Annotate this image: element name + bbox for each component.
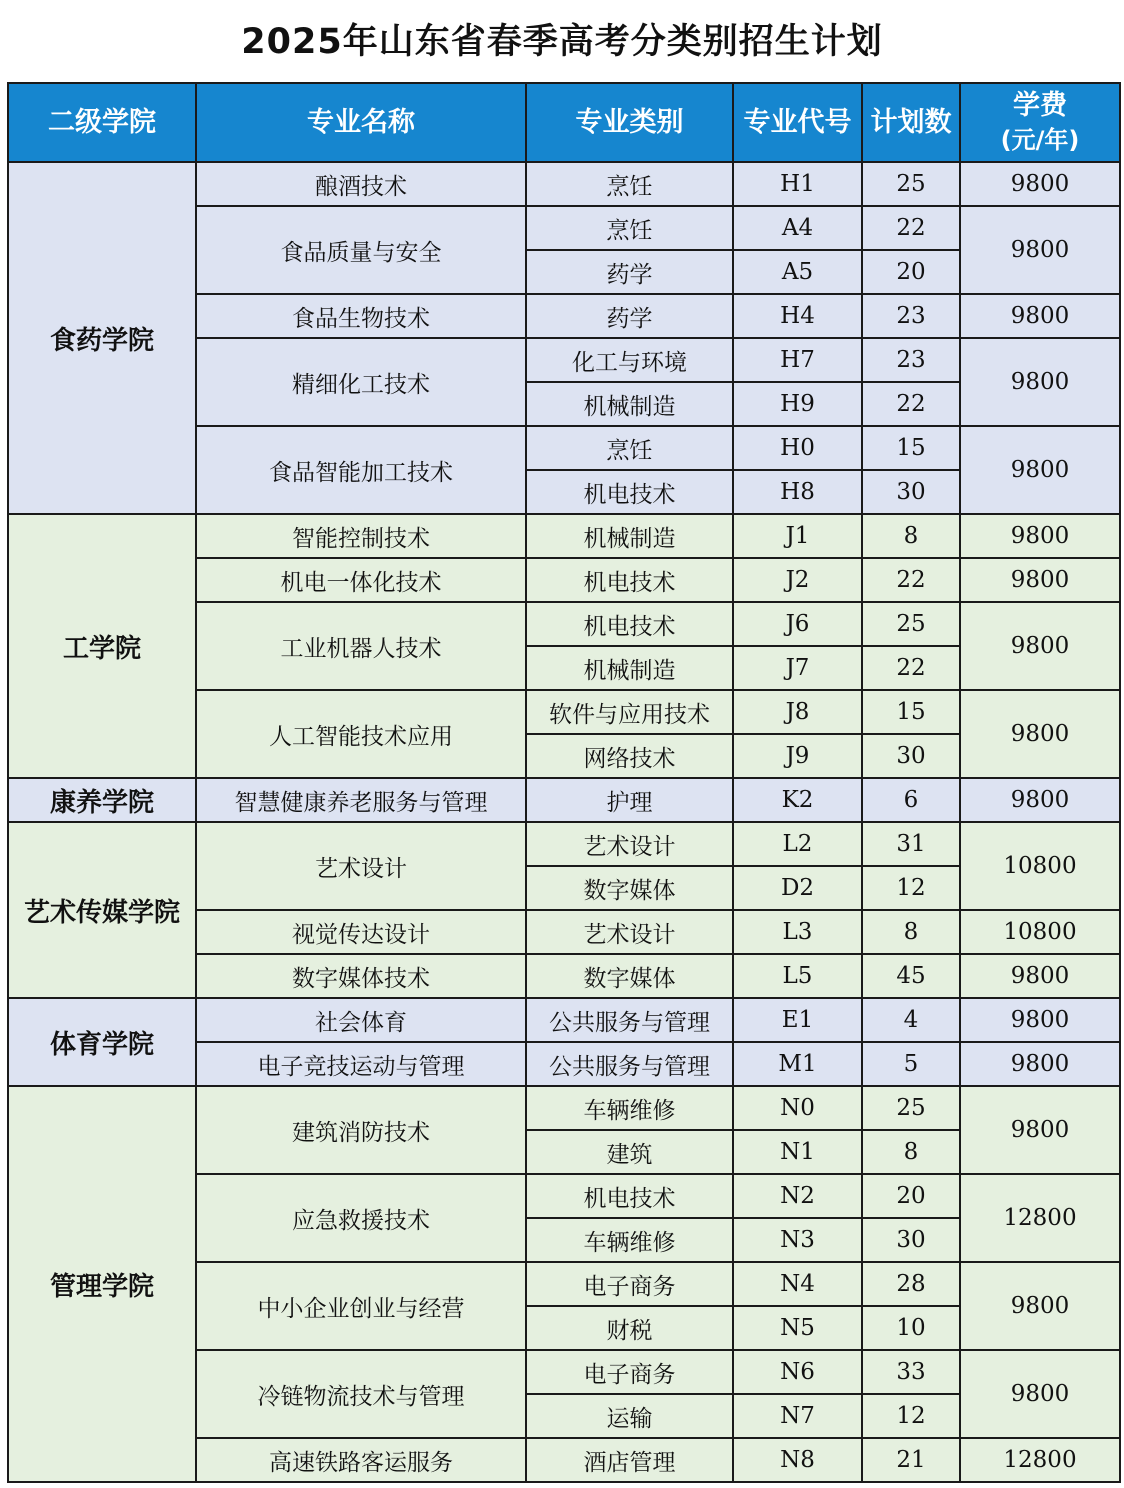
code-cell: J7 <box>733 646 862 690</box>
fee-header-unit: (元/年) <box>1000 125 1080 154</box>
major-name-cell: 工业机器人技术 <box>196 602 526 690</box>
category-cell: 软件与应用技术 <box>526 690 733 734</box>
major-name-cell: 电子竞技运动与管理 <box>196 1042 526 1086</box>
fee-cell: 9800 <box>960 778 1120 822</box>
category-cell: 化工与环境 <box>526 338 733 382</box>
code-cell: N7 <box>733 1394 862 1438</box>
major-name-cell: 精细化工技术 <box>196 338 526 426</box>
code-cell: N3 <box>733 1218 862 1262</box>
code-cell: H1 <box>733 162 862 206</box>
code-column-header: 专业代号 <box>733 83 862 162</box>
plan-count-cell: 8 <box>862 910 960 954</box>
plan-count-cell: 25 <box>862 1086 960 1130</box>
fee-cell: 9800 <box>960 514 1120 558</box>
category-cell: 艺术设计 <box>526 822 733 866</box>
plan-count-cell: 12 <box>862 1394 960 1438</box>
category-cell: 药学 <box>526 294 733 338</box>
category-cell: 酒店管理 <box>526 1438 733 1482</box>
major-column-header: 专业名称 <box>196 83 526 162</box>
plan-column-header: 计划数 <box>862 83 960 162</box>
code-cell: N8 <box>733 1438 862 1482</box>
fee-column-header <box>960 83 1120 162</box>
code-cell: D2 <box>733 866 862 910</box>
plan-count-cell: 15 <box>862 426 960 470</box>
code-cell: E1 <box>733 998 862 1042</box>
code-cell: K2 <box>733 778 862 822</box>
major-name-cell: 酿酒技术 <box>196 162 526 206</box>
plan-count-cell: 10 <box>862 1306 960 1350</box>
college-cell: 工学院 <box>8 514 196 778</box>
category-cell: 公共服务与管理 <box>526 1042 733 1086</box>
major-name-cell: 食品生物技术 <box>196 294 526 338</box>
code-cell: L5 <box>733 954 862 998</box>
code-cell: H9 <box>733 382 862 426</box>
category-cell: 公共服务与管理 <box>526 998 733 1042</box>
category-cell: 电子商务 <box>526 1262 733 1306</box>
plan-count-cell: 20 <box>862 250 960 294</box>
plan-count-cell: 30 <box>862 470 960 514</box>
major-name-cell: 智能控制技术 <box>196 514 526 558</box>
major-name-cell: 视觉传达设计 <box>196 910 526 954</box>
category-column-header: 专业类别 <box>526 83 733 162</box>
table-row <box>8 162 1120 206</box>
code-cell: N0 <box>733 1086 862 1130</box>
major-name-cell: 人工智能技术应用 <box>196 690 526 778</box>
plan-count-cell: 21 <box>862 1438 960 1482</box>
category-cell: 艺术设计 <box>526 910 733 954</box>
fee-cell: 9800 <box>960 998 1120 1042</box>
category-cell: 护理 <box>526 778 733 822</box>
code-cell: A5 <box>733 250 862 294</box>
category-cell: 机电技术 <box>526 558 733 602</box>
code-cell: N5 <box>733 1306 862 1350</box>
major-name-cell: 艺术设计 <box>196 822 526 910</box>
category-cell: 机电技术 <box>526 470 733 514</box>
category-cell: 机械制造 <box>526 646 733 690</box>
table-row <box>8 514 1120 558</box>
category-cell: 机械制造 <box>526 514 733 558</box>
category-cell: 网络技术 <box>526 734 733 778</box>
category-cell: 财税 <box>526 1306 733 1350</box>
code-cell: N1 <box>733 1130 862 1174</box>
category-cell: 烹饪 <box>526 162 733 206</box>
table-row <box>8 1086 1120 1130</box>
major-name-cell: 智慧健康养老服务与管理 <box>196 778 526 822</box>
code-cell: L3 <box>733 910 862 954</box>
college-cell: 艺术传媒学院 <box>8 822 196 998</box>
major-name-cell: 数字媒体技术 <box>196 954 526 998</box>
code-cell: J9 <box>733 734 862 778</box>
fee-cell: 9800 <box>960 602 1120 690</box>
college-cell: 体育学院 <box>8 998 196 1086</box>
plan-count-cell: 5 <box>862 1042 960 1086</box>
table-body <box>8 162 1120 1482</box>
category-cell: 数字媒体 <box>526 866 733 910</box>
fee-cell: 9800 <box>960 558 1120 602</box>
category-cell: 机电技术 <box>526 602 733 646</box>
plan-count-cell: 22 <box>862 382 960 426</box>
major-name-cell: 食品质量与安全 <box>196 206 526 294</box>
major-name-cell: 应急救援技术 <box>196 1174 526 1262</box>
fee-cell: 9800 <box>960 294 1120 338</box>
major-name-cell: 高速铁路客运服务 <box>196 1438 526 1482</box>
major-name-cell: 中小企业创业与经营 <box>196 1262 526 1350</box>
fee-cell: 10800 <box>960 910 1120 954</box>
college-cell: 食药学院 <box>8 162 196 514</box>
plan-count-cell: 22 <box>862 646 960 690</box>
fee-cell: 9800 <box>960 162 1120 206</box>
table-row <box>8 822 1120 866</box>
plan-count-cell: 15 <box>862 690 960 734</box>
page-title: 2025年山东省春季高考分类别招生计划 <box>241 22 883 62</box>
plan-count-cell: 12 <box>862 866 960 910</box>
category-cell: 机械制造 <box>526 382 733 426</box>
fee-cell: 9800 <box>960 206 1120 294</box>
plan-count-cell: 45 <box>862 954 960 998</box>
table-row <box>8 778 1120 822</box>
code-cell: H0 <box>733 426 862 470</box>
code-cell: J2 <box>733 558 862 602</box>
fee-cell: 10800 <box>960 822 1120 910</box>
code-cell: M1 <box>733 1042 862 1086</box>
category-cell: 烹饪 <box>526 206 733 250</box>
code-cell: H8 <box>733 470 862 514</box>
major-name-cell: 社会体育 <box>196 998 526 1042</box>
fee-cell: 9800 <box>960 954 1120 998</box>
plan-count-cell: 23 <box>862 294 960 338</box>
code-cell: N4 <box>733 1262 862 1306</box>
fee-cell: 12800 <box>960 1438 1120 1482</box>
plan-count-cell: 30 <box>862 734 960 778</box>
fee-cell: 9800 <box>960 1042 1120 1086</box>
category-cell: 药学 <box>526 250 733 294</box>
fee-header-label: 学费 <box>1013 89 1067 121</box>
fee-cell: 9800 <box>960 426 1120 514</box>
fee-cell: 9800 <box>960 1350 1120 1438</box>
major-name-cell: 建筑消防技术 <box>196 1086 526 1174</box>
enrollment-plan-table <box>7 82 1121 1483</box>
fee-cell: 9800 <box>960 1086 1120 1174</box>
code-cell: A4 <box>733 206 862 250</box>
college-column-header: 二级学院 <box>8 83 196 162</box>
plan-count-cell: 20 <box>862 1174 960 1218</box>
plan-count-cell: 8 <box>862 514 960 558</box>
plan-count-cell: 25 <box>862 602 960 646</box>
plan-count-cell: 8 <box>862 1130 960 1174</box>
plan-count-cell: 33 <box>862 1350 960 1394</box>
table-header-row <box>8 83 1120 162</box>
plan-count-cell: 4 <box>862 998 960 1042</box>
code-cell: N6 <box>733 1350 862 1394</box>
major-name-cell: 冷链物流技术与管理 <box>196 1350 526 1438</box>
code-cell: J6 <box>733 602 862 646</box>
plan-count-cell: 6 <box>862 778 960 822</box>
category-cell: 机电技术 <box>526 1174 733 1218</box>
category-cell: 电子商务 <box>526 1350 733 1394</box>
plan-count-cell: 25 <box>862 162 960 206</box>
category-cell: 运输 <box>526 1394 733 1438</box>
plan-count-cell: 30 <box>862 1218 960 1262</box>
code-cell: H4 <box>733 294 862 338</box>
major-name-cell: 机电一体化技术 <box>196 558 526 602</box>
category-cell: 车辆维修 <box>526 1086 733 1130</box>
plan-count-cell: 22 <box>862 206 960 250</box>
college-cell: 管理学院 <box>8 1086 196 1482</box>
code-cell: N2 <box>733 1174 862 1218</box>
plan-count-cell: 23 <box>862 338 960 382</box>
category-cell: 数字媒体 <box>526 954 733 998</box>
major-name-cell: 食品智能加工技术 <box>196 426 526 514</box>
category-cell: 烹饪 <box>526 426 733 470</box>
fee-cell: 12800 <box>960 1174 1120 1262</box>
college-cell: 康养学院 <box>8 778 196 822</box>
fee-cell: 9800 <box>960 1262 1120 1350</box>
category-cell: 建筑 <box>526 1130 733 1174</box>
code-cell: J1 <box>733 514 862 558</box>
plan-count-cell: 22 <box>862 558 960 602</box>
category-cell: 车辆维修 <box>526 1218 733 1262</box>
code-cell: L2 <box>733 822 862 866</box>
code-cell: J8 <box>733 690 862 734</box>
fee-cell: 9800 <box>960 690 1120 778</box>
fee-cell: 9800 <box>960 338 1120 426</box>
plan-count-cell: 31 <box>862 822 960 866</box>
plan-count-cell: 28 <box>862 1262 960 1306</box>
table-row <box>8 998 1120 1042</box>
code-cell: H7 <box>733 338 862 382</box>
